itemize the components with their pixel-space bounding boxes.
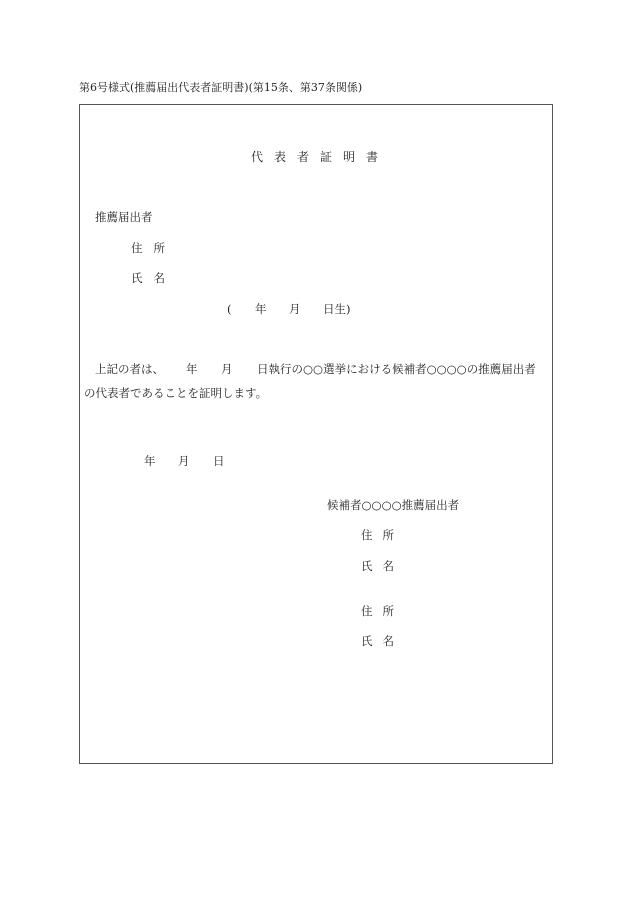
nominator-address-label: 住所 [131,241,176,255]
statement-year: 年 [186,362,198,376]
birth-month-label: 月 [289,302,301,316]
issue-day: 日 [213,454,225,468]
birth-year-label: 年 [255,302,267,316]
document-title: 代表者証明書 [251,150,390,164]
statement-start: 上記の者は、 [95,362,164,376]
form-frame [79,104,553,764]
birth-day-label: 日生) [323,302,351,316]
certifier-label: 候補者○○○○推薦届出者 [327,498,460,512]
nominator-label: 推薦届出者 [95,210,153,224]
certifier-address-label-1: 住所 [361,528,404,542]
statement-line1-end: 日執行の○○選挙における候補者○○○○の推薦届出者 [257,362,536,376]
statement-month: 月 [221,362,233,376]
issue-month: 月 [178,454,190,468]
birth-open-paren: ( [227,302,232,316]
statement-line2: の代表者であることを証明します。 [84,386,268,400]
form-caption: 第6号様式(推薦届出代表者証明書)(第15条、第37条関係) [79,81,363,94]
certifier-name-label-1: 氏名 [361,559,404,573]
nominator-name-label: 氏名 [131,271,176,285]
certifier-name-label-2: 氏名 [361,634,404,648]
certifier-address-label-2: 住所 [361,604,404,618]
issue-year: 年 [144,454,156,468]
